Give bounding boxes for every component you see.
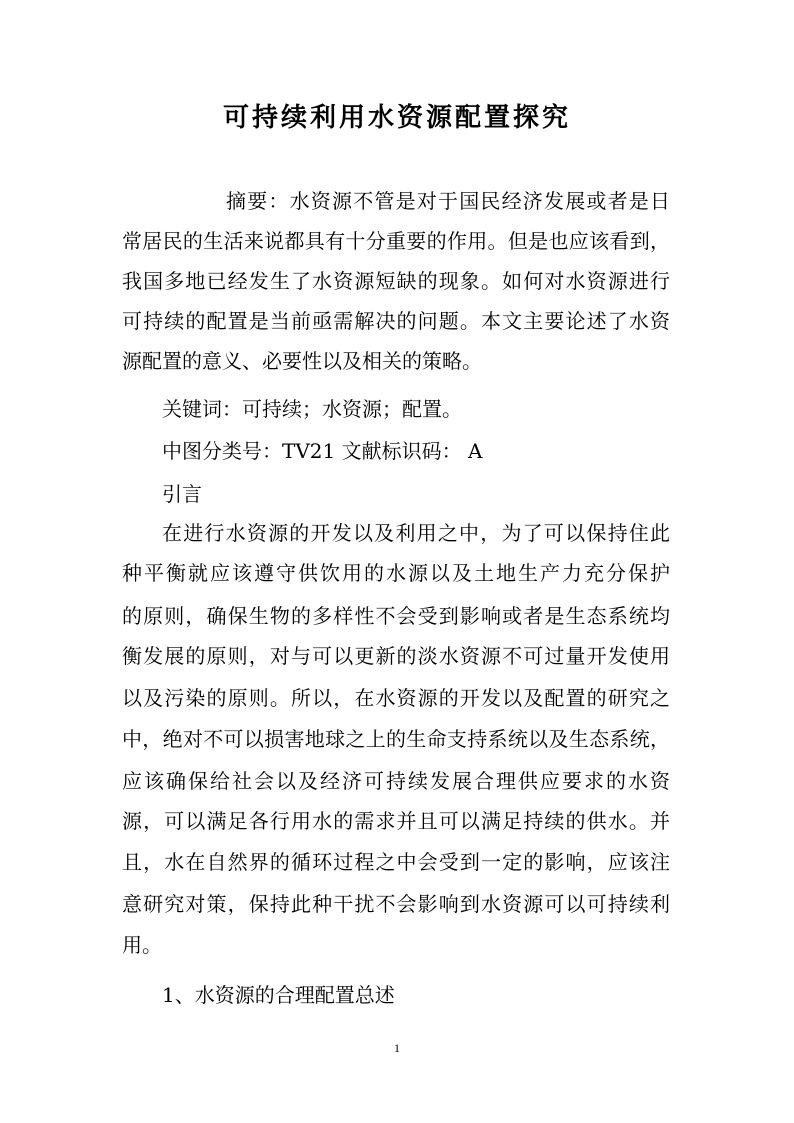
intro-line: 源，可以满足各行用水的需求并且可以满足持续的供水。并 bbox=[122, 809, 670, 833]
abstract-line: 可持续的配置是当前亟需解决的问题。本文主要论述了水资 bbox=[122, 309, 670, 333]
abstract-line: 源配置的意义、必要性以及相关的策略。 bbox=[122, 349, 482, 373]
document-title: 可持续利用水资源配置探究 bbox=[222, 103, 571, 133]
abstract-line: 摘要：水资源不管是对于国民经济发展或者是日 bbox=[226, 189, 670, 213]
keywords-line: 关键词：可持续；水资源；配置。 bbox=[162, 397, 462, 421]
intro-line: 在进行水资源的开发以及利用之中，为了可以保持住此 bbox=[162, 521, 670, 545]
intro-line: 用。 bbox=[122, 933, 162, 957]
section-heading: 1、水资源的合理配置总述 bbox=[162, 983, 395, 1007]
intro-line: 意研究对策，保持此种干扰不会影响到水资源可以可持续利 bbox=[122, 892, 670, 916]
abstract-line: 常居民的生活来说都具有十分重要的作用。但是也应该看到， bbox=[122, 229, 670, 253]
intro-line: 且，水在自然界的循环过程之中会受到一定的影响，应该注 bbox=[122, 850, 670, 874]
intro-heading: 引言 bbox=[162, 482, 202, 506]
intro-line: 应该确保给社会以及经济可持续发展合理供应要求的水资 bbox=[122, 769, 670, 793]
abstract-line: 我国多地已经发生了水资源短缺的现象。如何对水资源进行 bbox=[122, 269, 670, 293]
classification-line: 中图分类号：TV21 文献标识码： A bbox=[162, 439, 483, 463]
intro-line: 的原则，确保生物的多样性不会受到影响或者是生态系统均 bbox=[122, 604, 670, 628]
intro-line: 衡发展的原则，对与可以更新的淡水资源不可过量开发使用 bbox=[122, 644, 670, 668]
intro-line: 种平衡就应该遵守供饮用的水源以及土地生产力充分保护 bbox=[122, 561, 670, 585]
intro-line: 中，绝对不可以损害地球之上的生命支持系统以及生态系统， bbox=[122, 727, 670, 751]
intro-line: 以及污染的原则。所以，在水资源的开发以及配置的研究之 bbox=[122, 686, 670, 710]
page-number: 1 bbox=[394, 1041, 400, 1055]
